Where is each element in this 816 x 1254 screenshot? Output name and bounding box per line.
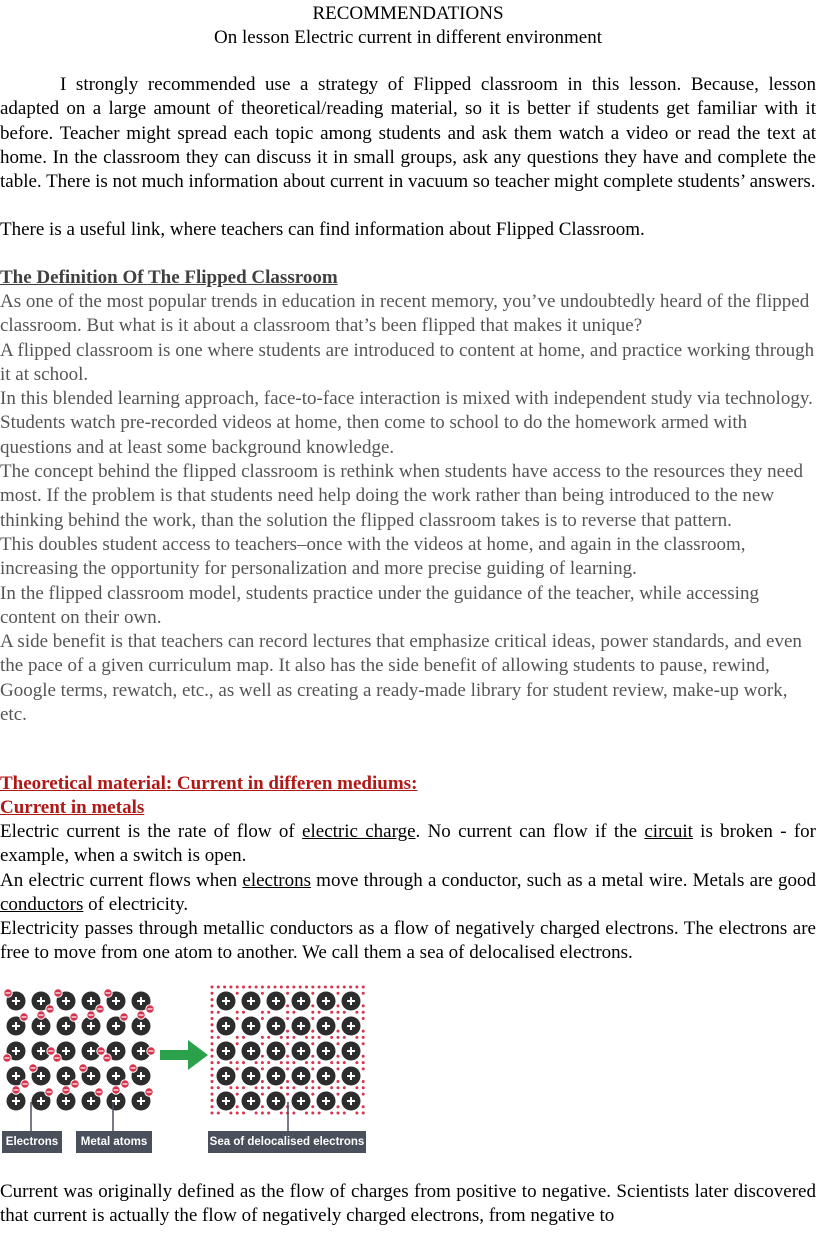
electron — [292, 1011, 295, 1014]
electron — [62, 1086, 70, 1094]
electron — [211, 992, 214, 995]
electron — [112, 1086, 120, 1094]
metal-atom — [292, 992, 311, 1011]
flipped-p2: A flipped classroom is one where students are introduced to content at home, and practice working through it at school. — [0, 339, 815, 385]
metals-subheading: Current in metals — [0, 797, 145, 818]
electron — [362, 1086, 365, 1089]
electron — [318, 1061, 321, 1064]
electron — [211, 1049, 214, 1052]
electron — [362, 1055, 365, 1058]
electron — [286, 1061, 289, 1064]
electron — [211, 1030, 214, 1033]
electron — [236, 1061, 239, 1064]
electron — [362, 1004, 365, 1007]
electron — [305, 986, 308, 989]
electron — [229, 1061, 232, 1064]
theory-p2: An electric current flows when electrons move through a conductor, such as a metal wire. Metals are good conductors of electricity. — [0, 869, 816, 915]
electron — [211, 1023, 214, 1026]
electron — [242, 1086, 245, 1089]
electron — [211, 1067, 214, 1070]
electron — [343, 1011, 346, 1014]
flipped-heading: The Definition Of The Flipped Classroom — [0, 267, 338, 288]
electron — [3, 1054, 11, 1062]
electron — [95, 1088, 103, 1096]
electron — [286, 1055, 289, 1058]
electron — [261, 1017, 264, 1020]
metal-atom — [217, 1067, 236, 1086]
electron — [236, 986, 239, 989]
electron — [211, 1080, 214, 1083]
electron — [71, 1080, 79, 1088]
metal-atom — [267, 992, 286, 1011]
link-electric-charge[interactable]: electric charge — [302, 821, 416, 842]
electron — [217, 1011, 220, 1014]
electron — [362, 986, 365, 989]
electron — [47, 1047, 55, 1055]
electron — [355, 1036, 358, 1039]
electron — [311, 1036, 314, 1039]
electron — [343, 1036, 346, 1039]
electron — [79, 1064, 87, 1072]
electron — [286, 1086, 289, 1089]
metal-atoms-label: Metal atoms — [76, 1131, 152, 1153]
electron — [223, 986, 226, 989]
electron — [217, 1086, 220, 1089]
electron — [311, 1055, 314, 1058]
flipped-p5: This doubles student access to teachers–once with the videos at home, and again in the classroom, increasing the opportunity for personalization and more precise guiding of learning. — [0, 533, 746, 580]
electron — [311, 1112, 314, 1115]
electron — [21, 1080, 29, 1088]
electron — [330, 1011, 333, 1014]
electron — [343, 1086, 346, 1089]
electron — [337, 1093, 340, 1096]
electron — [305, 1061, 308, 1064]
electron — [343, 1061, 346, 1064]
electron — [229, 986, 232, 989]
electron — [211, 1093, 214, 1096]
electron — [337, 1112, 340, 1115]
electron — [53, 1054, 61, 1062]
electron — [54, 989, 62, 997]
electron — [255, 1086, 258, 1089]
metal-atom — [317, 1092, 336, 1111]
electron — [261, 1080, 264, 1083]
electron — [311, 1080, 314, 1083]
metal-atom — [217, 1042, 236, 1061]
electron — [311, 1030, 314, 1033]
electron — [211, 1017, 214, 1020]
metal-atom — [292, 1092, 311, 1111]
metal-atom — [267, 1017, 286, 1036]
electron — [242, 1011, 245, 1014]
electron — [236, 1067, 239, 1070]
link-electrons[interactable]: electrons — [242, 869, 311, 891]
electron — [311, 1042, 314, 1045]
link-circuit[interactable]: circuit — [644, 821, 693, 842]
electron — [286, 1042, 289, 1045]
electron — [129, 1064, 137, 1072]
electron — [261, 1055, 264, 1058]
electron — [70, 1013, 78, 1021]
electron — [362, 992, 365, 995]
electron — [305, 1112, 308, 1115]
electron — [274, 986, 277, 989]
theory-p3: Electricity passes through metallic conductors as a flow of negatively charged electrons. The electrons are free to move from one atom to another. We call them a sea of delocalised electrons. — [0, 918, 816, 964]
electron — [280, 1086, 283, 1089]
electron — [261, 1011, 264, 1014]
electron — [261, 1105, 264, 1108]
metal-atom — [217, 1092, 236, 1111]
electron — [211, 1004, 214, 1007]
metal-atom — [342, 992, 361, 1011]
electron — [211, 1086, 214, 1089]
electron — [236, 1105, 239, 1108]
electron — [255, 1061, 258, 1064]
electron — [311, 1061, 314, 1064]
metal-lattice-with-electrons — [3, 989, 155, 1111]
electron — [4, 989, 12, 997]
theory-heading: Theoretical material: Current in differen mediums: — [0, 773, 418, 794]
electron — [261, 1112, 264, 1115]
electron — [103, 1054, 111, 1062]
electron — [211, 998, 214, 1001]
electron — [292, 1086, 295, 1089]
metal-atom — [267, 1092, 286, 1111]
electron — [217, 1112, 220, 1115]
theory-p4: Current was originally defined as the flow of charges from positive to negative. Scientists later discovered that current is actually the flow of negatively charged electrons, from negative to — [0, 1181, 816, 1227]
electron — [311, 986, 314, 989]
sea-of-electrons-label: Sea of delocalised electrons — [208, 1131, 366, 1153]
electron — [286, 1011, 289, 1014]
metal-atom — [217, 1017, 236, 1036]
electron — [280, 1036, 283, 1039]
electron — [337, 1105, 340, 1108]
electron — [145, 1088, 153, 1096]
metal-atom — [317, 1067, 336, 1086]
metal-atom — [242, 1067, 261, 1086]
electron — [286, 992, 289, 995]
intro-paragraph: I strongly recommended use a strategy of Flipped classroom in this lesson. Because, lesson adapted on a large amount of theoretical/reading material, so it is better if students get familiar with it before. Teacher might spread each topic among students and ask them watch a video or read the text at home. In the classroom they can discuss it in small groups, ask any questions they have and complete the table. There is not much information about current in vacuum so teacher might complete students’ answers. — [0, 74, 816, 193]
metal-atom — [317, 1042, 336, 1061]
electron — [217, 986, 220, 989]
metal-atom — [292, 1042, 311, 1061]
flipped-p6: In the flipped classroom model, students practice under the guidance of the teacher, while accessing content on their own. — [0, 582, 759, 628]
electron — [355, 1061, 358, 1064]
electron — [267, 1086, 270, 1089]
metallic-bonding-figure — [0, 984, 370, 1159]
electron — [211, 986, 214, 989]
electron — [311, 1017, 314, 1020]
electron — [362, 1067, 365, 1070]
electron — [337, 1004, 340, 1007]
electron — [45, 1088, 53, 1096]
electron — [37, 1011, 45, 1019]
electron — [236, 1086, 239, 1089]
electron — [87, 1011, 95, 1019]
electron — [305, 1036, 308, 1039]
electron — [311, 1105, 314, 1108]
electron — [242, 986, 245, 989]
electron — [286, 1030, 289, 1033]
electron — [305, 1086, 308, 1089]
electron — [211, 1011, 214, 1014]
electron — [355, 1112, 358, 1115]
electron — [217, 1036, 220, 1039]
electron — [311, 1067, 314, 1070]
electron — [280, 1061, 283, 1064]
electron — [362, 1017, 365, 1020]
link-note: There is a useful link, where teachers can find information about Flipped Classroom. — [0, 219, 645, 240]
electron — [280, 986, 283, 989]
electron — [242, 1112, 245, 1115]
electron — [261, 992, 264, 995]
flipped-text — [0, 290, 816, 727]
electron — [255, 1112, 258, 1115]
electron — [330, 1036, 333, 1039]
electron — [292, 1112, 295, 1115]
electron — [211, 1074, 214, 1077]
electron — [362, 1011, 365, 1014]
electron — [236, 1112, 239, 1115]
electron — [146, 1005, 154, 1013]
electron — [337, 1086, 340, 1089]
electron — [211, 1105, 214, 1108]
electron — [46, 1005, 54, 1013]
electron — [261, 1036, 264, 1039]
page-subtitle: On lesson Electric current in different environment — [214, 27, 602, 48]
electron — [211, 1055, 214, 1058]
electron — [96, 1005, 104, 1013]
link-conductors[interactable]: conductors — [0, 893, 84, 915]
electron — [242, 1061, 245, 1064]
electron — [229, 1112, 232, 1115]
electron — [236, 1093, 239, 1096]
electron — [337, 1080, 340, 1083]
electron — [337, 1036, 340, 1039]
electron — [286, 1067, 289, 1070]
metal-atom — [342, 1042, 361, 1061]
metal-atom — [242, 1092, 261, 1111]
electron — [267, 1061, 270, 1064]
electron — [343, 986, 346, 989]
electron — [292, 1061, 295, 1064]
electron — [337, 1061, 340, 1064]
electron — [355, 986, 358, 989]
electron — [248, 986, 251, 989]
electron — [362, 1105, 365, 1108]
electron — [286, 1036, 289, 1039]
electron — [137, 1011, 145, 1019]
electron — [242, 1036, 245, 1039]
electron — [362, 1080, 365, 1083]
electron — [343, 1112, 346, 1115]
electron — [147, 1047, 155, 1055]
electron — [292, 1036, 295, 1039]
metal-atom — [267, 1067, 286, 1086]
electron — [211, 1112, 214, 1115]
electron — [236, 992, 239, 995]
electron — [29, 1064, 37, 1072]
electron — [286, 1017, 289, 1020]
flipped-p4: The concept behind the flipped classroom is rethink when students have access to the resources they need most. If the problem is that students need help doing the work rather than being introduced to the new thinking behind the work, than the solution the flipped classroom takes is to reverse that pattern. — [0, 461, 804, 531]
electron — [362, 1061, 365, 1064]
electron — [299, 986, 302, 989]
metal-atom — [317, 992, 336, 1011]
electron — [236, 1042, 239, 1045]
metal-atom — [267, 1042, 286, 1061]
metal-atom — [292, 1067, 311, 1086]
electron — [97, 1047, 105, 1055]
theory-p1: Electric current is the rate of flow of electric charge. No current can flow if the circuit is broken - for example, when a switch is open. — [0, 821, 816, 867]
electron — [20, 1013, 28, 1021]
metal-atom — [242, 992, 261, 1011]
electron — [362, 1093, 365, 1096]
electron — [261, 1067, 264, 1070]
electron — [261, 1042, 264, 1045]
electron — [362, 1030, 365, 1033]
electron — [12, 1086, 20, 1094]
electron — [362, 1112, 365, 1115]
metal-atom — [242, 1042, 261, 1061]
electron — [337, 986, 340, 989]
metal-atom — [242, 1017, 261, 1036]
electron — [318, 1036, 321, 1039]
electron — [236, 1036, 239, 1039]
electron — [324, 986, 327, 989]
metal-atom — [342, 1067, 361, 1086]
electron — [211, 1061, 214, 1064]
page-title: RECOMMENDATIONS — [312, 3, 504, 24]
electron — [120, 1013, 128, 1021]
electron — [267, 1011, 270, 1014]
electron — [236, 1017, 239, 1020]
electron — [337, 1030, 340, 1033]
electron — [311, 1011, 314, 1014]
electron — [362, 1042, 365, 1045]
metal-atom — [317, 1017, 336, 1036]
electron — [318, 1086, 321, 1089]
green-arrow-icon — [160, 1040, 208, 1070]
electron — [286, 1004, 289, 1007]
electron — [286, 986, 289, 989]
flipped-p1: As one of the most popular trends in education in recent memory, you’ve undoubtedly heard of the flipped classroom. But what is it about a classroom that’s been flipped that makes it unique? — [0, 291, 810, 337]
electron — [267, 1036, 270, 1039]
electron — [337, 1017, 340, 1020]
electron — [311, 992, 314, 995]
theory-text — [0, 820, 816, 966]
electron — [121, 1080, 129, 1088]
electron — [267, 986, 270, 989]
electron — [311, 1004, 314, 1007]
electron — [104, 989, 112, 997]
electron — [261, 1093, 264, 1096]
electron — [280, 1112, 283, 1115]
electron — [318, 1112, 321, 1115]
electron — [217, 1061, 220, 1064]
electron — [311, 1086, 314, 1089]
metal-atom — [342, 1017, 361, 1036]
metal-atom — [342, 1092, 361, 1111]
flipped-p3: In this blended learning approach, face-to-face interaction is mixed with independent study via technology. Students watch pre-recorded videos at home, then come to school to do the homework armed with questions and at least some background knowledge. — [0, 388, 813, 458]
electron — [330, 1112, 333, 1115]
electron — [311, 1093, 314, 1096]
flipped-p7: A side benefit is that teachers can record lectures that emphasize critical ideas, power standards, and even the pace of a given curriculum map. It also has the side benefit of allowing students to pause, rewind, Google terms, rewatch, etc., as well as creating a ready-made library for student review, make-up work, etc. — [0, 631, 802, 726]
electron — [261, 986, 264, 989]
electron — [211, 1036, 214, 1039]
electron — [261, 1061, 264, 1064]
electron — [337, 992, 340, 995]
electron — [362, 1036, 365, 1039]
electron — [330, 1061, 333, 1064]
electron — [337, 1055, 340, 1058]
electron — [267, 1112, 270, 1115]
electron — [292, 986, 295, 989]
electron — [318, 1011, 321, 1014]
electron — [337, 1042, 340, 1045]
electron — [236, 1011, 239, 1014]
electron — [211, 1042, 214, 1045]
electron — [318, 986, 321, 989]
electron — [330, 1086, 333, 1089]
electron — [255, 986, 258, 989]
electron — [229, 1086, 232, 1089]
metal-atom — [217, 992, 236, 1011]
electron — [261, 1086, 264, 1089]
electrons-label: Electrons — [2, 1131, 62, 1153]
electron — [211, 1099, 214, 1102]
electron — [330, 986, 333, 989]
electron — [337, 1011, 340, 1014]
electron — [355, 1011, 358, 1014]
metal-atom — [292, 1017, 311, 1036]
electron — [355, 1086, 358, 1089]
electron — [349, 986, 352, 989]
electron — [337, 1067, 340, 1070]
electron — [286, 1080, 289, 1083]
delocalised-electron-lattice — [211, 986, 365, 1115]
electron — [286, 1093, 289, 1096]
